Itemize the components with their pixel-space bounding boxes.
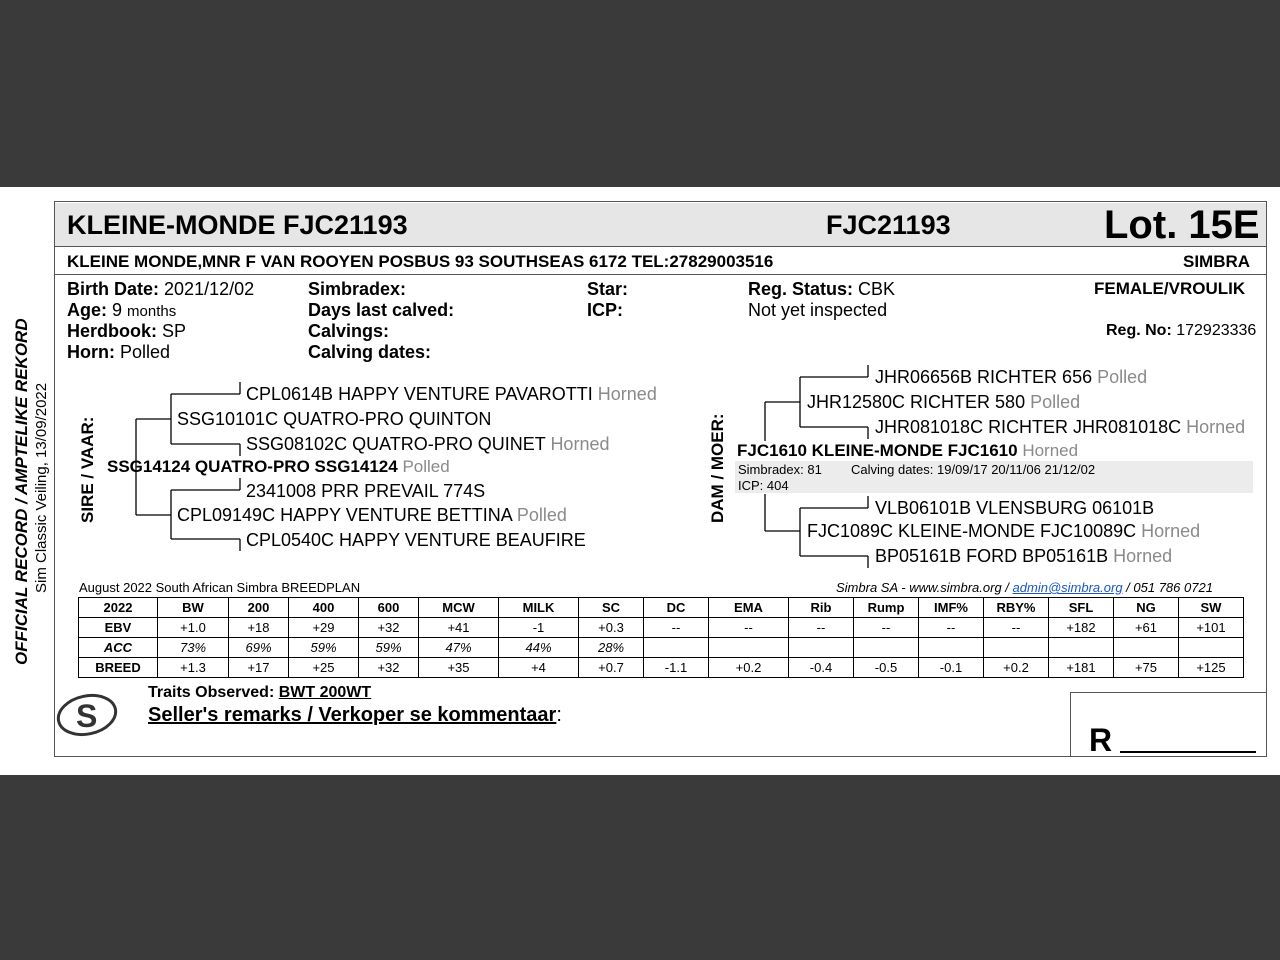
table-cell: -- bbox=[709, 618, 789, 638]
sire-dam-horn: Horned bbox=[550, 434, 610, 454]
table-cell: +18 bbox=[229, 618, 289, 638]
table-cell: 69% bbox=[229, 638, 289, 658]
column-header: SW bbox=[1179, 598, 1244, 618]
table-cell: -0.1 bbox=[919, 658, 984, 678]
sex-label: FEMALE/VROULIK bbox=[1094, 279, 1246, 298]
table-cell: +41 bbox=[419, 618, 499, 638]
dam-icp: ICP: 404 bbox=[738, 478, 789, 493]
table-cell: +0.3 bbox=[579, 618, 644, 638]
dam-sire-dam bbox=[875, 417, 1245, 437]
price-input-line[interactable] bbox=[1120, 751, 1256, 753]
column-header: BW bbox=[158, 598, 229, 618]
icp-label: ICP: bbox=[587, 300, 623, 320]
age-label: Age: bbox=[67, 300, 107, 320]
breed-name: SIMBRA bbox=[1183, 252, 1251, 271]
dam-sire-sire bbox=[875, 367, 1147, 387]
table-cell: +0.7 bbox=[579, 658, 644, 678]
table-cell: +25 bbox=[289, 658, 359, 678]
table-cell bbox=[919, 638, 984, 658]
table-cell: +32 bbox=[359, 618, 419, 638]
sire-main-horn: Polled bbox=[402, 457, 450, 476]
contact-suffix: / 051 786 0721 bbox=[1126, 580, 1213, 595]
row-label: BREED bbox=[79, 658, 158, 678]
table-cell: +1.0 bbox=[158, 618, 229, 638]
dam-calving-dates: Calving dates: 19/09/17 20/11/06 21/12/02 bbox=[851, 462, 1096, 477]
column-header: MILK bbox=[499, 598, 579, 618]
column-header: RBY% bbox=[984, 598, 1049, 618]
table-cell: +61 bbox=[1114, 618, 1179, 638]
table-cell bbox=[1179, 638, 1244, 658]
table-cell bbox=[854, 638, 919, 658]
traits-value: BWT 200WT bbox=[278, 684, 372, 701]
column-header: NG bbox=[1114, 598, 1179, 618]
dam-dam-sire: VLB06101B VLENSBURG 06101B bbox=[875, 498, 1155, 518]
table-cell: 59% bbox=[289, 638, 359, 658]
calvings-label: Calvings: bbox=[308, 321, 390, 341]
table-cell bbox=[709, 638, 789, 658]
table-cell: 28% bbox=[579, 638, 644, 658]
sire-label: SIRE / VAAR: bbox=[78, 416, 97, 523]
dam-sire-sire-name: JHR06656B RICHTER 656 bbox=[875, 367, 1093, 387]
reg-status-label: Reg. Status: bbox=[748, 279, 854, 299]
column-header: SFL bbox=[1049, 598, 1114, 618]
dam-main-horn: Horned bbox=[1022, 441, 1079, 460]
row-label: ACC bbox=[79, 638, 158, 658]
days-last-calved-label: Days last calved: bbox=[308, 300, 455, 320]
traits-row bbox=[148, 683, 371, 703]
age-unit: months bbox=[127, 303, 177, 320]
dam-sire-horn: Polled bbox=[1030, 392, 1081, 412]
table-cell: +32 bbox=[359, 658, 419, 678]
row-label: EBV bbox=[79, 618, 158, 638]
ebv-table bbox=[78, 597, 1244, 678]
column-header: IMF% bbox=[919, 598, 984, 618]
remarks-colon: : bbox=[556, 704, 562, 726]
animal-name: KLEINE-MONDE FJC21193 bbox=[67, 210, 408, 240]
reg-no-label: Reg. No: bbox=[1106, 322, 1172, 339]
column-header: 600 bbox=[359, 598, 419, 618]
breedplan-title: August 2022 South African Simbra BREEDPLAN bbox=[79, 580, 361, 595]
dam-dam-dam bbox=[875, 546, 1172, 566]
logo-letter: S bbox=[76, 698, 98, 734]
breed-row bbox=[79, 658, 1244, 678]
year-header: 2022 bbox=[79, 598, 158, 618]
column-header: EMA bbox=[709, 598, 789, 618]
table-cell: -1 bbox=[499, 618, 579, 638]
calving-dates-label: Calving dates: bbox=[308, 342, 432, 362]
table-cell: 47% bbox=[419, 638, 499, 658]
remarks-row bbox=[148, 703, 562, 727]
column-header: SC bbox=[579, 598, 644, 618]
table-cell: +1.3 bbox=[158, 658, 229, 678]
inspection-status: Not yet inspected bbox=[748, 300, 888, 320]
official-record-label: OFFICIAL RECORD / AMPTELIKE REKORD bbox=[12, 318, 31, 665]
reg-status-value: CBK bbox=[858, 279, 896, 299]
column-header: 400 bbox=[289, 598, 359, 618]
dam-dam-dam-horn: Horned bbox=[1113, 546, 1173, 566]
sire-dam-name: SSG08102C QUATRO-PRO QUINET bbox=[246, 434, 546, 454]
herdbook-label: Herdbook: bbox=[67, 321, 157, 341]
contact-prefix: Simbra SA - www.simbra.org / bbox=[836, 580, 1009, 595]
dam-sire-name: JHR12580C RICHTER 580 bbox=[807, 392, 1026, 412]
dam-sire-dam-horn: Horned bbox=[1186, 417, 1246, 437]
star-label: Star: bbox=[587, 279, 629, 299]
table-cell: +29 bbox=[289, 618, 359, 638]
table-cell: +181 bbox=[1049, 658, 1114, 678]
dam-main bbox=[737, 441, 1078, 461]
table-cell: +101 bbox=[1179, 618, 1244, 638]
email-link[interactable]: admin@simbra.org bbox=[1012, 580, 1123, 595]
traits-label: Traits Observed: bbox=[148, 684, 275, 701]
age-value: 9 bbox=[112, 300, 123, 320]
column-header: MCW bbox=[419, 598, 499, 618]
table-cell: +17 bbox=[229, 658, 289, 678]
birth-date-value: 2021/12/02 bbox=[164, 279, 255, 299]
table-cell: +125 bbox=[1179, 658, 1244, 678]
table-cell: +0.2 bbox=[984, 658, 1049, 678]
animal-id: FJC21193 bbox=[826, 210, 951, 240]
remarks-label: Seller's remarks / Verkoper se kommentaar bbox=[148, 704, 557, 726]
dam-sire-sire-horn: Polled bbox=[1097, 367, 1148, 387]
dam-sire-dam-name: JHR081018C RICHTER JHR081018C bbox=[875, 417, 1182, 437]
dam-label: DAM / MOER: bbox=[708, 413, 727, 523]
dam-dam-dam-name: BP05161B FORD BP05161B bbox=[875, 546, 1109, 566]
table-cell: -- bbox=[789, 618, 854, 638]
breeder-line: KLEINE MONDE,MNR F VAN ROOYEN POSBUS 93 SOUTHSEAS 6172 TEL:27829003516 bbox=[67, 252, 774, 271]
table-cell: +0.2 bbox=[709, 658, 789, 678]
sire-sire-horn: Horned bbox=[597, 384, 657, 404]
table-cell bbox=[1114, 638, 1179, 658]
lot-number: Lot. 15E bbox=[1104, 203, 1260, 247]
table-cell: 73% bbox=[158, 638, 229, 658]
table-cell: +75 bbox=[1114, 658, 1179, 678]
dam-sire bbox=[807, 392, 1080, 412]
table-cell: +4 bbox=[499, 658, 579, 678]
herdbook-value: SP bbox=[162, 321, 187, 341]
sire-sire-parent: SSG10101C QUATRO-PRO QUINTON bbox=[177, 409, 492, 429]
sire-main-name: SSG14124 QUATRO-PRO SSG14124 bbox=[107, 457, 398, 476]
sire-sire bbox=[246, 384, 657, 404]
table-cell bbox=[984, 638, 1049, 658]
sire-dam-parent-horn: Polled bbox=[516, 505, 567, 525]
table-cell: 44% bbox=[499, 638, 579, 658]
table-cell bbox=[789, 638, 854, 658]
table-cell: +182 bbox=[1049, 618, 1114, 638]
table-cell: -0.4 bbox=[789, 658, 854, 678]
dam-dam-name: FJC1089C KLEINE-MONDE FJC10089C bbox=[807, 521, 1137, 541]
sale-label: Sim Classic Veiling, 13/09/2022 bbox=[33, 382, 50, 593]
breedplan-contact bbox=[836, 580, 1213, 596]
birth-date-label: Birth Date: bbox=[67, 279, 160, 299]
sire-dam-parent bbox=[177, 505, 567, 525]
sire-dam-sire: 2341008 PRR PREVAIL 774S bbox=[246, 481, 486, 501]
table-cell: -- bbox=[854, 618, 919, 638]
table-cell: -- bbox=[919, 618, 984, 638]
table-cell bbox=[1049, 638, 1114, 658]
table-cell bbox=[644, 638, 709, 658]
sire-dam bbox=[246, 434, 609, 454]
dam-main-name: FJC1610 KLEINE-MONDE FJC1610 bbox=[737, 441, 1018, 460]
table-cell: -0.5 bbox=[854, 658, 919, 678]
column-header: Rump bbox=[854, 598, 919, 618]
ebv-header-row bbox=[79, 598, 1244, 618]
price-prefix: R bbox=[1089, 722, 1113, 758]
acc-row bbox=[79, 638, 1244, 658]
column-header: Rib bbox=[789, 598, 854, 618]
table-cell: -1.1 bbox=[644, 658, 709, 678]
sire-main bbox=[107, 457, 450, 477]
sire-dam-parent-name: CPL09149C HAPPY VENTURE BETTINA bbox=[177, 505, 512, 525]
dam-dam-horn: Horned bbox=[1141, 521, 1201, 541]
reg-no-value: 172923336 bbox=[1176, 322, 1257, 339]
table-cell: 59% bbox=[359, 638, 419, 658]
ebv-row bbox=[79, 618, 1244, 638]
column-header: 200 bbox=[229, 598, 289, 618]
horn-label: Horn: bbox=[67, 342, 115, 362]
dam-simbradex: Simbradex: 81 bbox=[738, 462, 822, 477]
sire-sire-name: CPL0614B HAPPY VENTURE PAVAROTTI bbox=[246, 384, 593, 404]
dam-dam bbox=[807, 521, 1200, 541]
table-cell: -- bbox=[984, 618, 1049, 638]
simbradex-label: Simbradex: bbox=[308, 279, 407, 299]
horn-value: Polled bbox=[120, 342, 171, 362]
table-cell: -- bbox=[644, 618, 709, 638]
column-header: DC bbox=[644, 598, 709, 618]
sire-dam-dam: CPL0540C HAPPY VENTURE BEAUFIRE bbox=[246, 530, 586, 550]
table-cell: +35 bbox=[419, 658, 499, 678]
simbra-logo-icon bbox=[56, 688, 120, 740]
